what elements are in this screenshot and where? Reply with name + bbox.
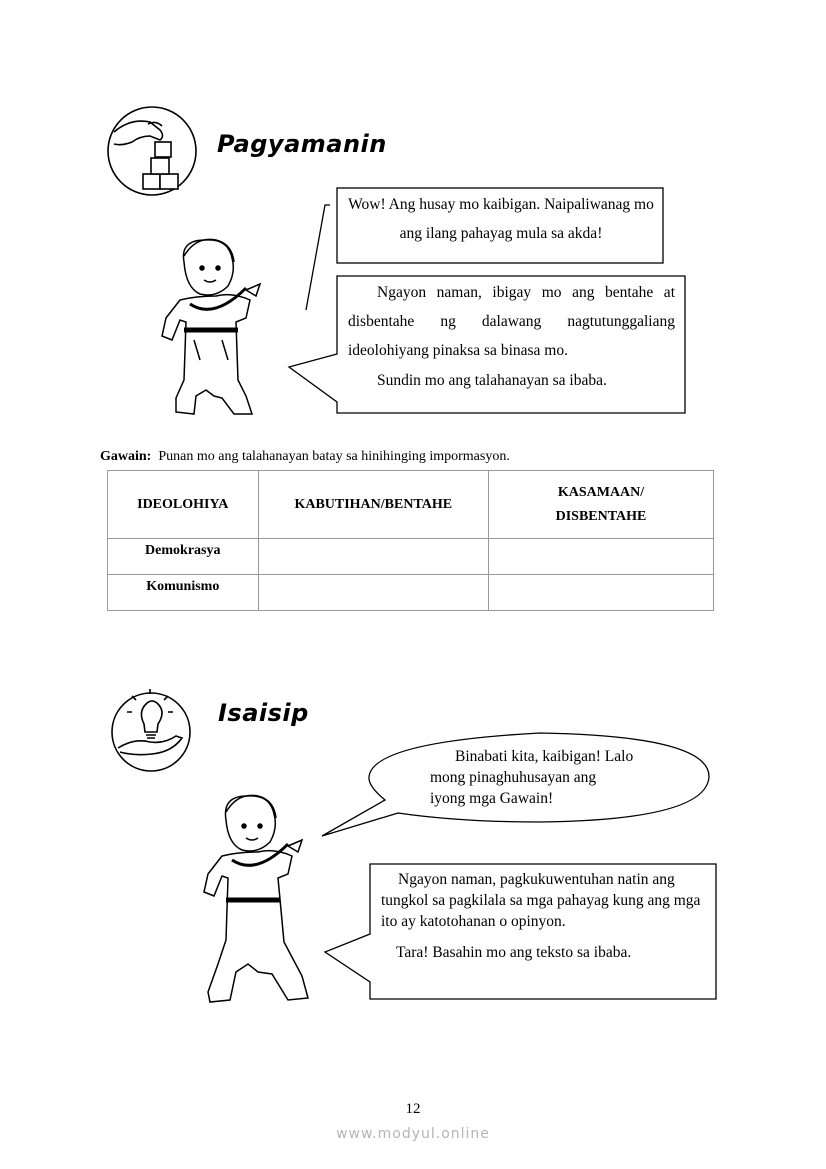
- row-komunismo: Komunismo: [108, 575, 259, 611]
- bubble-3-line-2: mong pinaghuhusayan ang: [430, 769, 597, 786]
- watermark: www.modyul.online: [336, 1126, 490, 1142]
- row-demokrasya: Demokrasya: [108, 539, 259, 575]
- bubble-4-paragraph-2: Tara! Basahin mo ang teksto sa ibaba.: [396, 944, 632, 961]
- cell-komunismo-disbentahe[interactable]: [489, 575, 714, 611]
- bubble-2-paragraph-2: Sundin mo ang talahanayan sa ibaba.: [377, 372, 607, 389]
- page-number: 12: [405, 1101, 421, 1117]
- gawain-label: Gawain:: [100, 449, 152, 464]
- gawain-instruction: [100, 449, 510, 465]
- bubble-4-paragraph-1: Ngayon naman, pagkukuwentuhan natin ang tungkol sa pagkilala sa mga pahayag kung ang mga ito ay katotohanan o opinyon.: [381, 871, 701, 930]
- header-ideolohiya: IDEOLOHIYA: [108, 471, 259, 539]
- header-kasamaan-line1: KASAMAAN/: [557, 484, 645, 500]
- boy-character-2: [204, 795, 308, 1002]
- cell-demokrasya-disbentahe[interactable]: [489, 539, 714, 575]
- ideology-table: [107, 470, 714, 611]
- boy-character: [162, 239, 260, 414]
- table-header-row: [108, 471, 714, 539]
- section-title-pagyamanin: Pagyamanin: [217, 130, 387, 158]
- cell-demokrasya-bentahe[interactable]: [258, 539, 488, 575]
- bubble-2-paragraph-1: Ngayon naman, ibigay mo ang bentahe at disbentahe ng dalawang nagtutunggaliang ideolohiyang pinaksa sa binasa mo.: [348, 284, 675, 359]
- table-row: [108, 539, 714, 575]
- bubble-3-line-1: Binabati kita, kaibigan! Lalo: [455, 748, 634, 765]
- header-kasamaan: [489, 471, 714, 539]
- gawain-text: Punan mo ang talahanayan batay sa hinihinging impormasyon.: [158, 449, 510, 464]
- bubble-1-text: Wow! Ang husay mo kaibigan. Naipaliwanag mo ang ilang pahayag mula sa akda!: [348, 196, 654, 242]
- header-kasamaan-line2: DISBENTAHE: [555, 508, 647, 524]
- section-title-isaisip: Isaisip: [218, 699, 309, 727]
- table-row: [108, 575, 714, 611]
- building-blocks-icon: [108, 107, 196, 195]
- lightbulb-hand-icon: [112, 689, 190, 771]
- header-kabutihan: KABUTIHAN/BENTAHE: [258, 471, 488, 539]
- cell-komunismo-bentahe[interactable]: [258, 575, 488, 611]
- bubble-3-line-3: iyong mga Gawain!: [430, 790, 554, 807]
